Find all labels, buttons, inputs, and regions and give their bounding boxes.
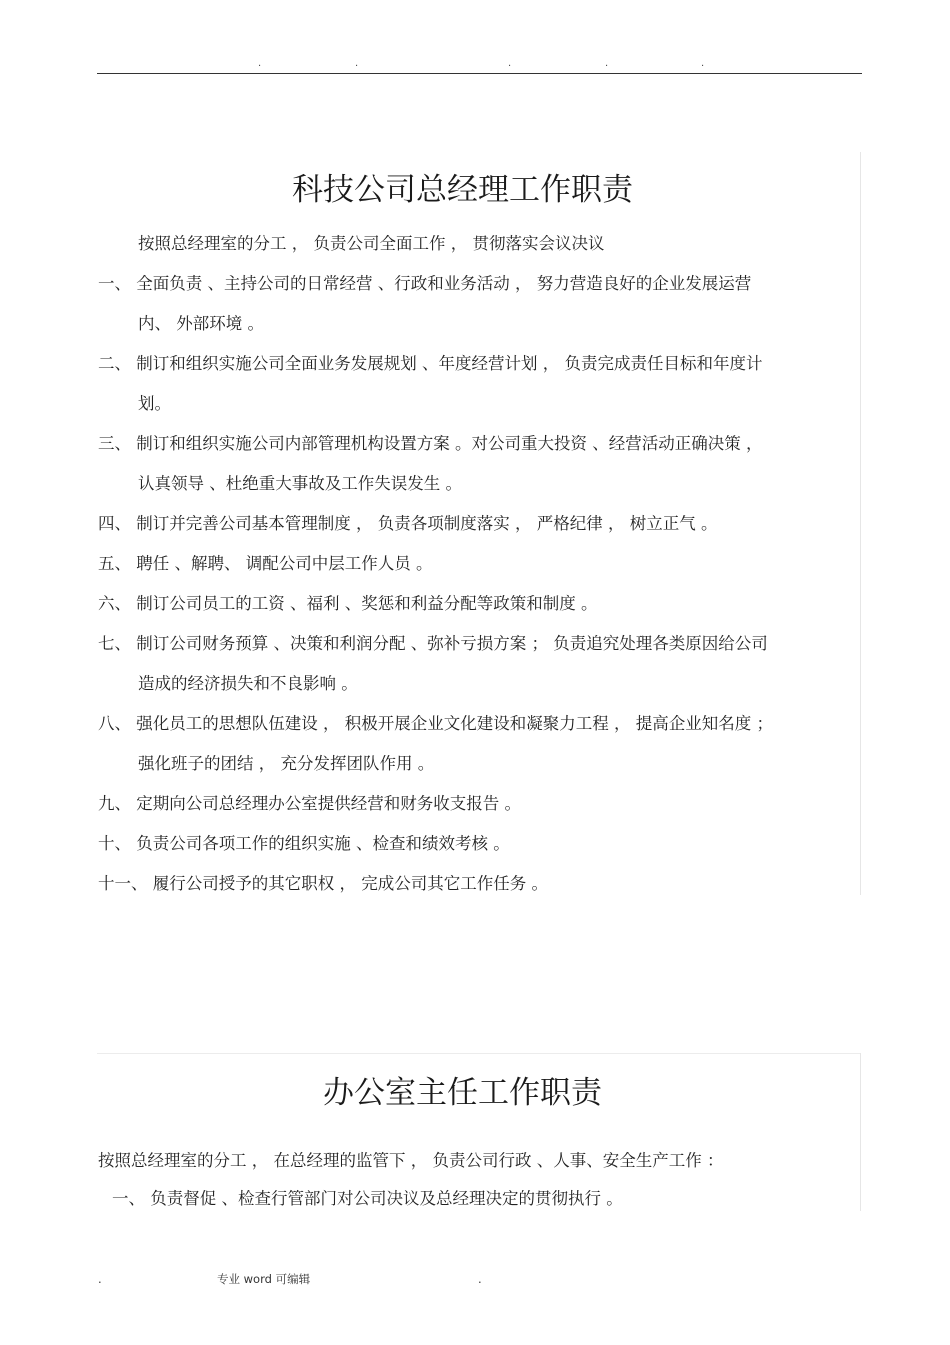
duty-line: 一、 全面负责 、主持公司的日常经营 、行政和业务活动 ， 努力营造良好的企业发展运营 [98, 274, 752, 293]
duty-line: 一、 负责督促 、检查行管部门对公司决议及总经理决定的贯彻执行 。 [112, 1189, 623, 1208]
duty-line: 二、 制订和组织实施公司全面业务发展规划 、年度经营计划 ， 负责完成责任目标和年度计 [98, 354, 763, 373]
duty-line: 强化班子的团结 ， 充分发挥团队作用 。 [138, 754, 435, 773]
section1-intro: 按照总经理室的分工 ， 负责公司全面工作 ， 贯彻落实会议决议 [138, 234, 605, 253]
footer-right-dot: . [478, 1272, 482, 1286]
duty-line: 六、 制订公司员工的工资 、福利 、奖惩和利益分配等政策和制度 。 [98, 594, 598, 613]
header-dot: . [258, 58, 262, 69]
duty-line: 五、 聘任 、解聘、 调配公司中层工作人员 。 [98, 554, 433, 573]
header-dot: . [701, 58, 705, 69]
duty-line: 认真领导 、杜绝重大事故及工作失误发生 。 [138, 474, 462, 493]
duty-line: 七、 制订公司财务预算 、决策和利润分配 、弥补亏损方案 ； 负责追究处理各类原因给公司 [98, 634, 768, 653]
duty-line: 八、 强化员工的思想队伍建设 ， 积极开展企业文化建设和凝聚力工程 ， 提高企业知名度 ； [98, 714, 773, 733]
duty-line: 造成的经济损失和不良影响 。 [138, 674, 358, 693]
header-rule [97, 73, 862, 74]
section1-margin-rule [860, 152, 861, 895]
duty-line: 四、 制订并完善公司基本管理制度 ， 负责各项制度落实 ， 严格纪律 ， 树立正气 。 [98, 514, 718, 533]
footer-text: 专业 word 可编辑 [217, 1272, 311, 1286]
header-dot: . [508, 58, 512, 69]
duty-line: 三、 制订和组织实施公司内部管理机构设置方案 。对公司重大投资 、经营活动正确决策 ， [98, 434, 763, 453]
duty-line: 内、 外部环境 。 [138, 314, 264, 333]
duty-line: 划。 [138, 394, 171, 413]
section2-title: 办公室主任工作职责 [323, 1075, 602, 1111]
duty-line: 九、 定期向公司总经理办公室提供经营和财务收支报告 。 [98, 794, 521, 813]
footer-left-dot: . [98, 1272, 102, 1286]
header-dot: . [605, 58, 609, 69]
header-dot: . [355, 58, 359, 69]
duty-line: 十、 负责公司各项工作的组织实施 、检查和绩效考核 。 [98, 834, 510, 853]
duty-line: 十一、 履行公司授予的其它职权 ， 完成公司其它工作任务 。 [98, 874, 548, 893]
section2-top-rule [97, 1053, 861, 1054]
section2-intro: 按照总经理室的分工 ， 在总经理的监管下 ， 负责公司行政 、人事、安全生产工作 ： [98, 1151, 724, 1170]
section1-title: 科技公司总经理工作职责 [292, 172, 633, 208]
